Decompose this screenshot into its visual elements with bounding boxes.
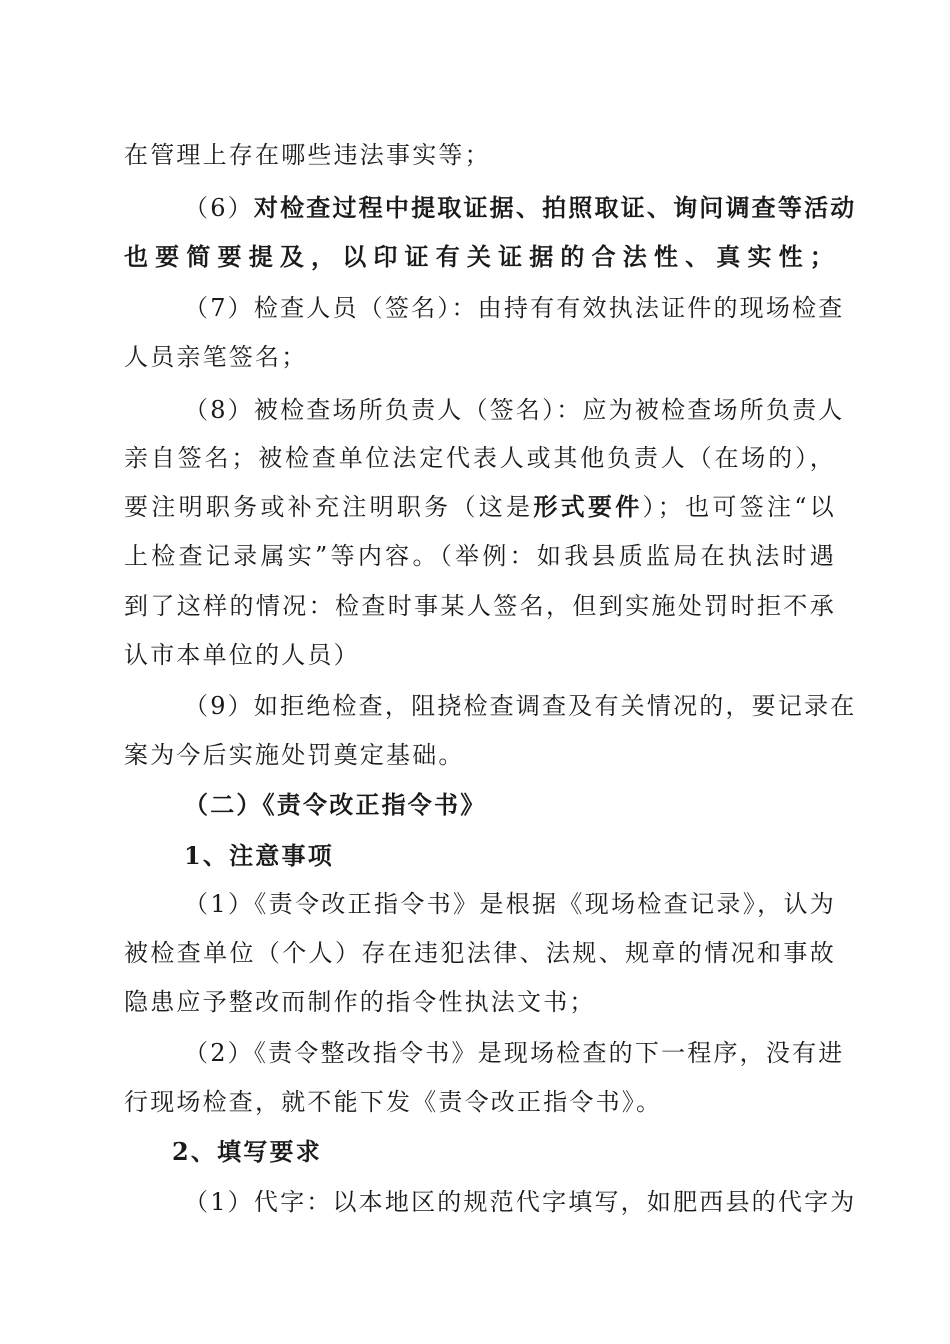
text: （1）代字：以本地区的规范代字填写，如肥西县的代字为: [184, 1188, 857, 1216]
paragraph-line: [124, 492, 836, 522]
paragraph-line: [124, 591, 836, 621]
paragraph-line: [184, 691, 857, 721]
paragraph-line: [184, 193, 857, 223]
subsection-heading: [184, 841, 836, 871]
paragraph-line: [184, 293, 845, 323]
heading-text: 1、注意事项: [184, 841, 334, 870]
text: （8）被检查场所负责人（签名）：应为被检查场所负责人: [184, 396, 845, 424]
text: 隐患应予整改而制作的指令性执法文书；: [124, 988, 596, 1016]
text: 在管理上存在哪些违法事实等；: [124, 141, 491, 169]
text: 被检查单位（个人）存在违犯法律、法规、规章的情况和事故: [124, 939, 836, 967]
subsection-heading: [172, 1137, 836, 1167]
paragraph-line: [124, 987, 836, 1017]
heading-text: （二）《责令改正指令书》: [184, 790, 487, 819]
paragraph-line: [124, 740, 836, 770]
paragraph-line: [124, 443, 836, 473]
text: 案为今后实施处罚奠定基础。: [124, 741, 465, 769]
heading-text: 2、填写要求: [172, 1137, 322, 1166]
bold-text: 对检查过程中提取证据、拍照取证、询问调查等活动: [253, 193, 857, 222]
paragraph-line: [124, 242, 836, 272]
text: 人员亲笔签名；: [124, 343, 308, 371]
text: 行现场检查，就不能下发《责令改正指令书》。: [124, 1088, 663, 1116]
paragraph-line: [124, 938, 836, 968]
paragraph-line: [124, 541, 836, 571]
text: 要注明职务或补充注明职务（这是: [124, 493, 534, 521]
text: 认市本单位的人员）: [124, 641, 360, 669]
text: 上检查记录属实”等内容。（举例：如我县质监局在执法时遇: [124, 542, 836, 570]
text: （9）如拒绝检查，阻挠检查调查及有关情况的，要记录在: [184, 692, 857, 720]
paragraph-line: [184, 889, 836, 919]
paragraph-line: [184, 1038, 845, 1068]
bold-text: 形式要件: [533, 492, 643, 521]
bold-text: 也要简要提及，以印证有关证据的合法性、真实性；: [124, 242, 836, 271]
text: （6）: [184, 194, 254, 222]
paragraph-line: [124, 140, 836, 170]
text: 到了这样的情况：检查时事某人签名，但到实施处罚时拒不承: [124, 592, 836, 620]
text: （7）检查人员（签名）：由持有有效执法证件的现场检查: [184, 294, 845, 322]
paragraph-line: [124, 342, 836, 372]
paragraph-line: [184, 395, 845, 425]
text: ）；也可签注“以: [642, 493, 836, 521]
text: （1）《责令改正指令书》是根据《现场检查记录》，认为: [184, 890, 836, 918]
paragraph-line: [184, 1187, 857, 1217]
text: （2）《责令整改指令书》是现场检查的下一程序，没有进: [184, 1039, 845, 1067]
section-heading: [184, 790, 836, 820]
paragraph-line: [124, 1087, 836, 1117]
paragraph-line: [124, 640, 836, 670]
text: 亲自签名；被检查单位法定代表人或其他负责人（在场的），: [124, 444, 836, 472]
